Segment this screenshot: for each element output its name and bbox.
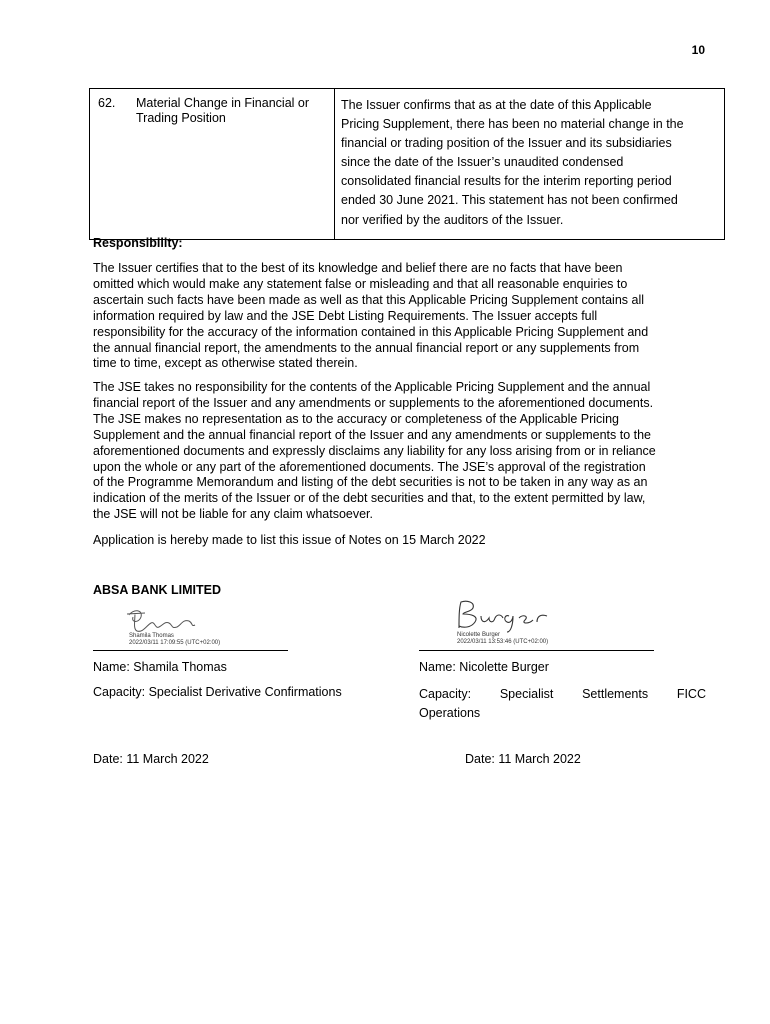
paragraph-line: aforementioned documents and expressly disclaims any liability for any loss arising from or in reliance <box>93 443 656 458</box>
statement-line: ended 30 June 2021. This statement has not been confirmed <box>341 193 678 208</box>
responsibility-paragraph <box>93 261 708 372</box>
signature-block-left <box>93 603 288 651</box>
responsibility-heading: Responsibility: <box>93 236 183 250</box>
statement-line: since the date of the Issuer’s unaudited condensed <box>341 155 624 170</box>
company-name: ABSA BANK LIMITED <box>93 583 222 597</box>
paragraph-line: ascertain such facts have been made as well as that this Applicable Pricing Supplement contains all <box>93 292 645 307</box>
page-number: 10 <box>691 43 705 57</box>
statement-line: consolidated financial results for the interim reporting period <box>341 174 672 189</box>
capacity-word: FICC <box>676 687 706 701</box>
signature-line <box>419 650 654 651</box>
paragraph-line: information required by law and the JSE Debt Listing Requirements. The Issuer accepts full <box>93 308 598 323</box>
paragraph-line: the JSE will not be liable for any claim whatsoever. <box>93 507 373 522</box>
signature-date-left: Date: 11 March 2022 <box>93 752 209 766</box>
signature-caption: Shamila Thomas 2022/03/11 17:09:55 (UTC+02:00) <box>129 633 221 646</box>
paragraph-line: of the Programme Memorandum and listing of the debt securities is not to be taken in any way as an <box>93 475 648 490</box>
signature-date-right: Date: 11 March 2022 <box>465 752 581 766</box>
paragraph-line: financial report of the Issuer and any amendments or supplements to the aforementioned documents. <box>93 395 654 410</box>
signatory-capacity-left: Capacity: Specialist Derivative Confirmations <box>93 685 342 699</box>
signature-caption: Nicolette Burger 2022/03/11 13:53:46 (UTC+02:00) <box>457 632 549 645</box>
capacity-word: Capacity: <box>419 687 472 701</box>
table-row <box>90 89 725 240</box>
item-statement-cell <box>335 89 725 240</box>
statement-line: The Issuer confirms that as at the date of this Applicable <box>341 98 652 112</box>
capacity-word: Settlements <box>582 687 649 701</box>
jse-disclaimer-paragraph <box>93 380 708 523</box>
application-statement: Application is hereby made to list this issue of Notes on 15 March 2022 <box>93 533 486 547</box>
handwritten-signature-burger <box>453 598 573 634</box>
paragraph-line: The JSE makes no representation as to the accuracy or completeness of the Applicable Pricing <box>93 411 619 426</box>
paragraph-line: The JSE takes no responsibility for the contents of the Applicable Pricing Supplement and the annual <box>93 380 651 394</box>
paragraph-line: responsibility for the accuracy of the information contained in this Applicable Pricing Supplement and <box>93 324 649 339</box>
paragraph-line: indication of the merits of the Issuer or of the debt securities and that, to the extent permitted by law, <box>93 491 646 506</box>
paragraph-line: upon the whole or any part of the aforementioned documents. The JSE’s approval of the registration <box>93 459 646 474</box>
item-number: 62. <box>98 96 116 110</box>
statement-line: nor verified by the auditors of the Issuer. <box>341 212 564 227</box>
statement-line: Pricing Supplement, there has been no material change in the <box>341 117 684 132</box>
paragraph-line: the annual financial report, the amendments to the annual financial report or any supplements from <box>93 340 640 355</box>
signatory-name-right: Name: Nicolette Burger <box>419 660 549 674</box>
paragraph-line: time to time, except as otherwise stated therein. <box>93 356 358 371</box>
statement-line: financial or trading position of the Issuer and its subsidiaries <box>341 136 672 151</box>
item-label-cell <box>90 89 335 240</box>
signatory-capacity-right <box>419 685 706 722</box>
capacity-word: Specialist <box>499 687 554 701</box>
capacity-line-2: Operations <box>419 705 481 720</box>
signatory-name-left: Name: Shamila Thomas <box>93 660 227 674</box>
signature-line <box>93 650 288 651</box>
paragraph-line: Supplement and the annual financial report of the Issuer and any amendments or supplements to the <box>93 427 651 442</box>
item-title: Material Change in Financial or Trading Position <box>136 96 310 125</box>
paragraph-line: The Issuer certifies that to the best of its knowledge and belief there are no facts that have been <box>93 261 623 275</box>
paragraph-line: omitted which would make any statement false or misleading and that all reasonable enquiries to <box>93 276 628 291</box>
item-table <box>89 88 725 240</box>
signature-block-right <box>419 596 654 651</box>
